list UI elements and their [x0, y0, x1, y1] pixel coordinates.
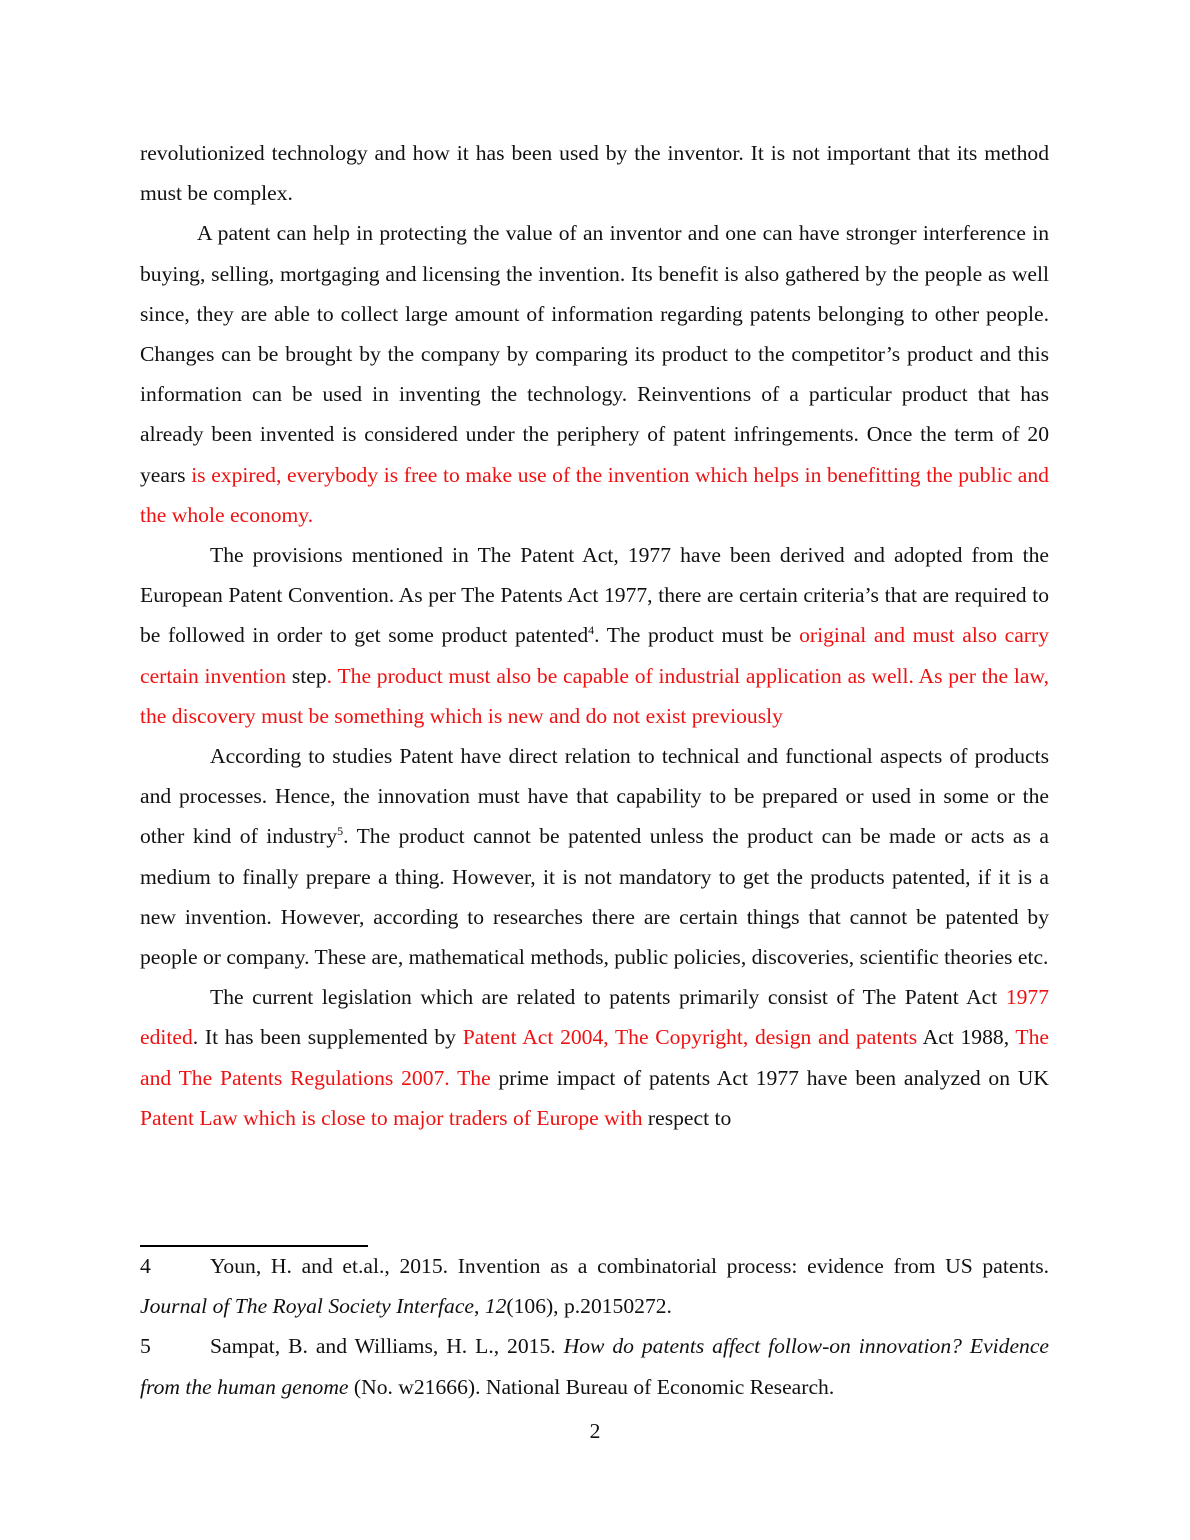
footnote-4-text-c: (106), p.20150272. [506, 1294, 672, 1319]
paragraph-5-highlight-a: 1977 edited [140, 985, 1049, 1050]
document-body [140, 133, 1049, 1138]
paragraph-4 [140, 736, 1049, 977]
paragraph-5-text-d: prime impact of patents Act 1977 have been analyzed on UK [490, 1065, 1049, 1090]
paragraph-3 [140, 535, 1049, 736]
footnote-5-text-b: (No. w21666). National Bureau of Economic Research. [348, 1374, 835, 1399]
paragraph-5-text-e: respect to [642, 1105, 732, 1130]
footnote-5 [140, 1326, 1049, 1406]
paragraph-3-text-a: The provisions mentioned in The Patent Act, 1977 have been derived and adopted from the European Patent Convention. As per The Patents Act 1977, there are certain criteria’s that are required to be followed in order to get some product patented [140, 543, 1049, 648]
footnote-4-journal: Journal of The Royal Society Interface [140, 1294, 475, 1319]
paragraph-1-text: revolutionized technology and how it has been used by the inventor. It is not important that its method must be complex. [140, 141, 1049, 206]
footnote-5-title: How do patents affect follow-on innovation? Evidence from the human genome [140, 1334, 1050, 1399]
footnote-4 [140, 1246, 1049, 1326]
paragraph-1 [140, 133, 1049, 213]
paragraph-2-highlight: is expired, everybody is free to make use of the invention which helps in benefitting the public and the whole economy. [140, 462, 1049, 527]
footnote-ref-5[interactable]: 5 [337, 824, 344, 839]
paragraph-2-text: A patent can help in protecting the value of an inventor and one can have stronger interference in buying, selling, mortgaging and licensing the invention. Its benefit is also gathered by the people as well since, they are able to collect large amount of information regarding patents belonging to other people. Changes can be brought by the company by comparing its product to the competitor’s product and this information can be used in inventing the technology. Reinventions of a particular product that has already been invented is considered under the periphery of patent infringements. Once the term of 20 years [140, 221, 1049, 487]
footnote-4-text-b: , [474, 1294, 485, 1319]
footnote-5-number: 5 [140, 1334, 151, 1359]
footnote-4-text-a: Youn, H. and et.al., 2015. Invention as a combinatorial process: evidence from US patents. [210, 1254, 1049, 1278]
paragraph-5-highlight-c: The and The Patents Regulations 2007. The [140, 1025, 1049, 1090]
paragraph-5-highlight-d: Patent Law which is close to major traders of Europe with [140, 1105, 643, 1130]
paragraph-4-text-b: . The product cannot be patented unless the product can be made or acts as a medium to finally prepare a thing. However, it is not mandatory to get the products patented, if it is a new invention. However, according to researches there are certain things that cannot be patented by people or company. These are, mathematical methods, public policies, discoveries, scientific theories etc. [140, 824, 1049, 970]
footnote-4-number: 4 [140, 1254, 151, 1278]
paragraph-3-highlight-a: original and must also carry certain invention [140, 623, 1049, 688]
paragraph-5-text-b: . It has been supplemented by [192, 1025, 463, 1050]
paragraph-5-text-a: The current legislation which are related to patents primarily consist of The Patent Act [210, 985, 1006, 1010]
footnote-5-text-a: Sampat, B. and Williams, H. L., 2015. [210, 1334, 564, 1359]
paragraph-3-text-c: step [286, 663, 327, 688]
paragraph-3-text-b: . The product must be [594, 623, 800, 648]
footnote-ref-4[interactable]: 4 [588, 623, 595, 638]
paragraph-3-highlight-b: . The product must also be capable of industrial application as well. As per the law, the discovery must be something which is new and do not exist previously [140, 663, 1049, 728]
paragraph-4-text-a: According to studies Patent have direct relation to technical and functional aspects of products and processes. Hence, the innovation must have that capability to be prepared or used in some or the other kind of industry [140, 744, 1049, 849]
paragraph-5 [140, 977, 1049, 1138]
paragraph-5-highlight-b: Patent Act 2004, The Copyright, design and patents [462, 1025, 918, 1050]
paragraph-5-text-c: Act 1988, [917, 1025, 1016, 1050]
footnote-4-volume: 12 [484, 1294, 507, 1319]
footnotes [140, 1246, 1049, 1407]
page-number: 2 [589, 1419, 601, 1443]
paragraph-2 [140, 213, 1049, 535]
